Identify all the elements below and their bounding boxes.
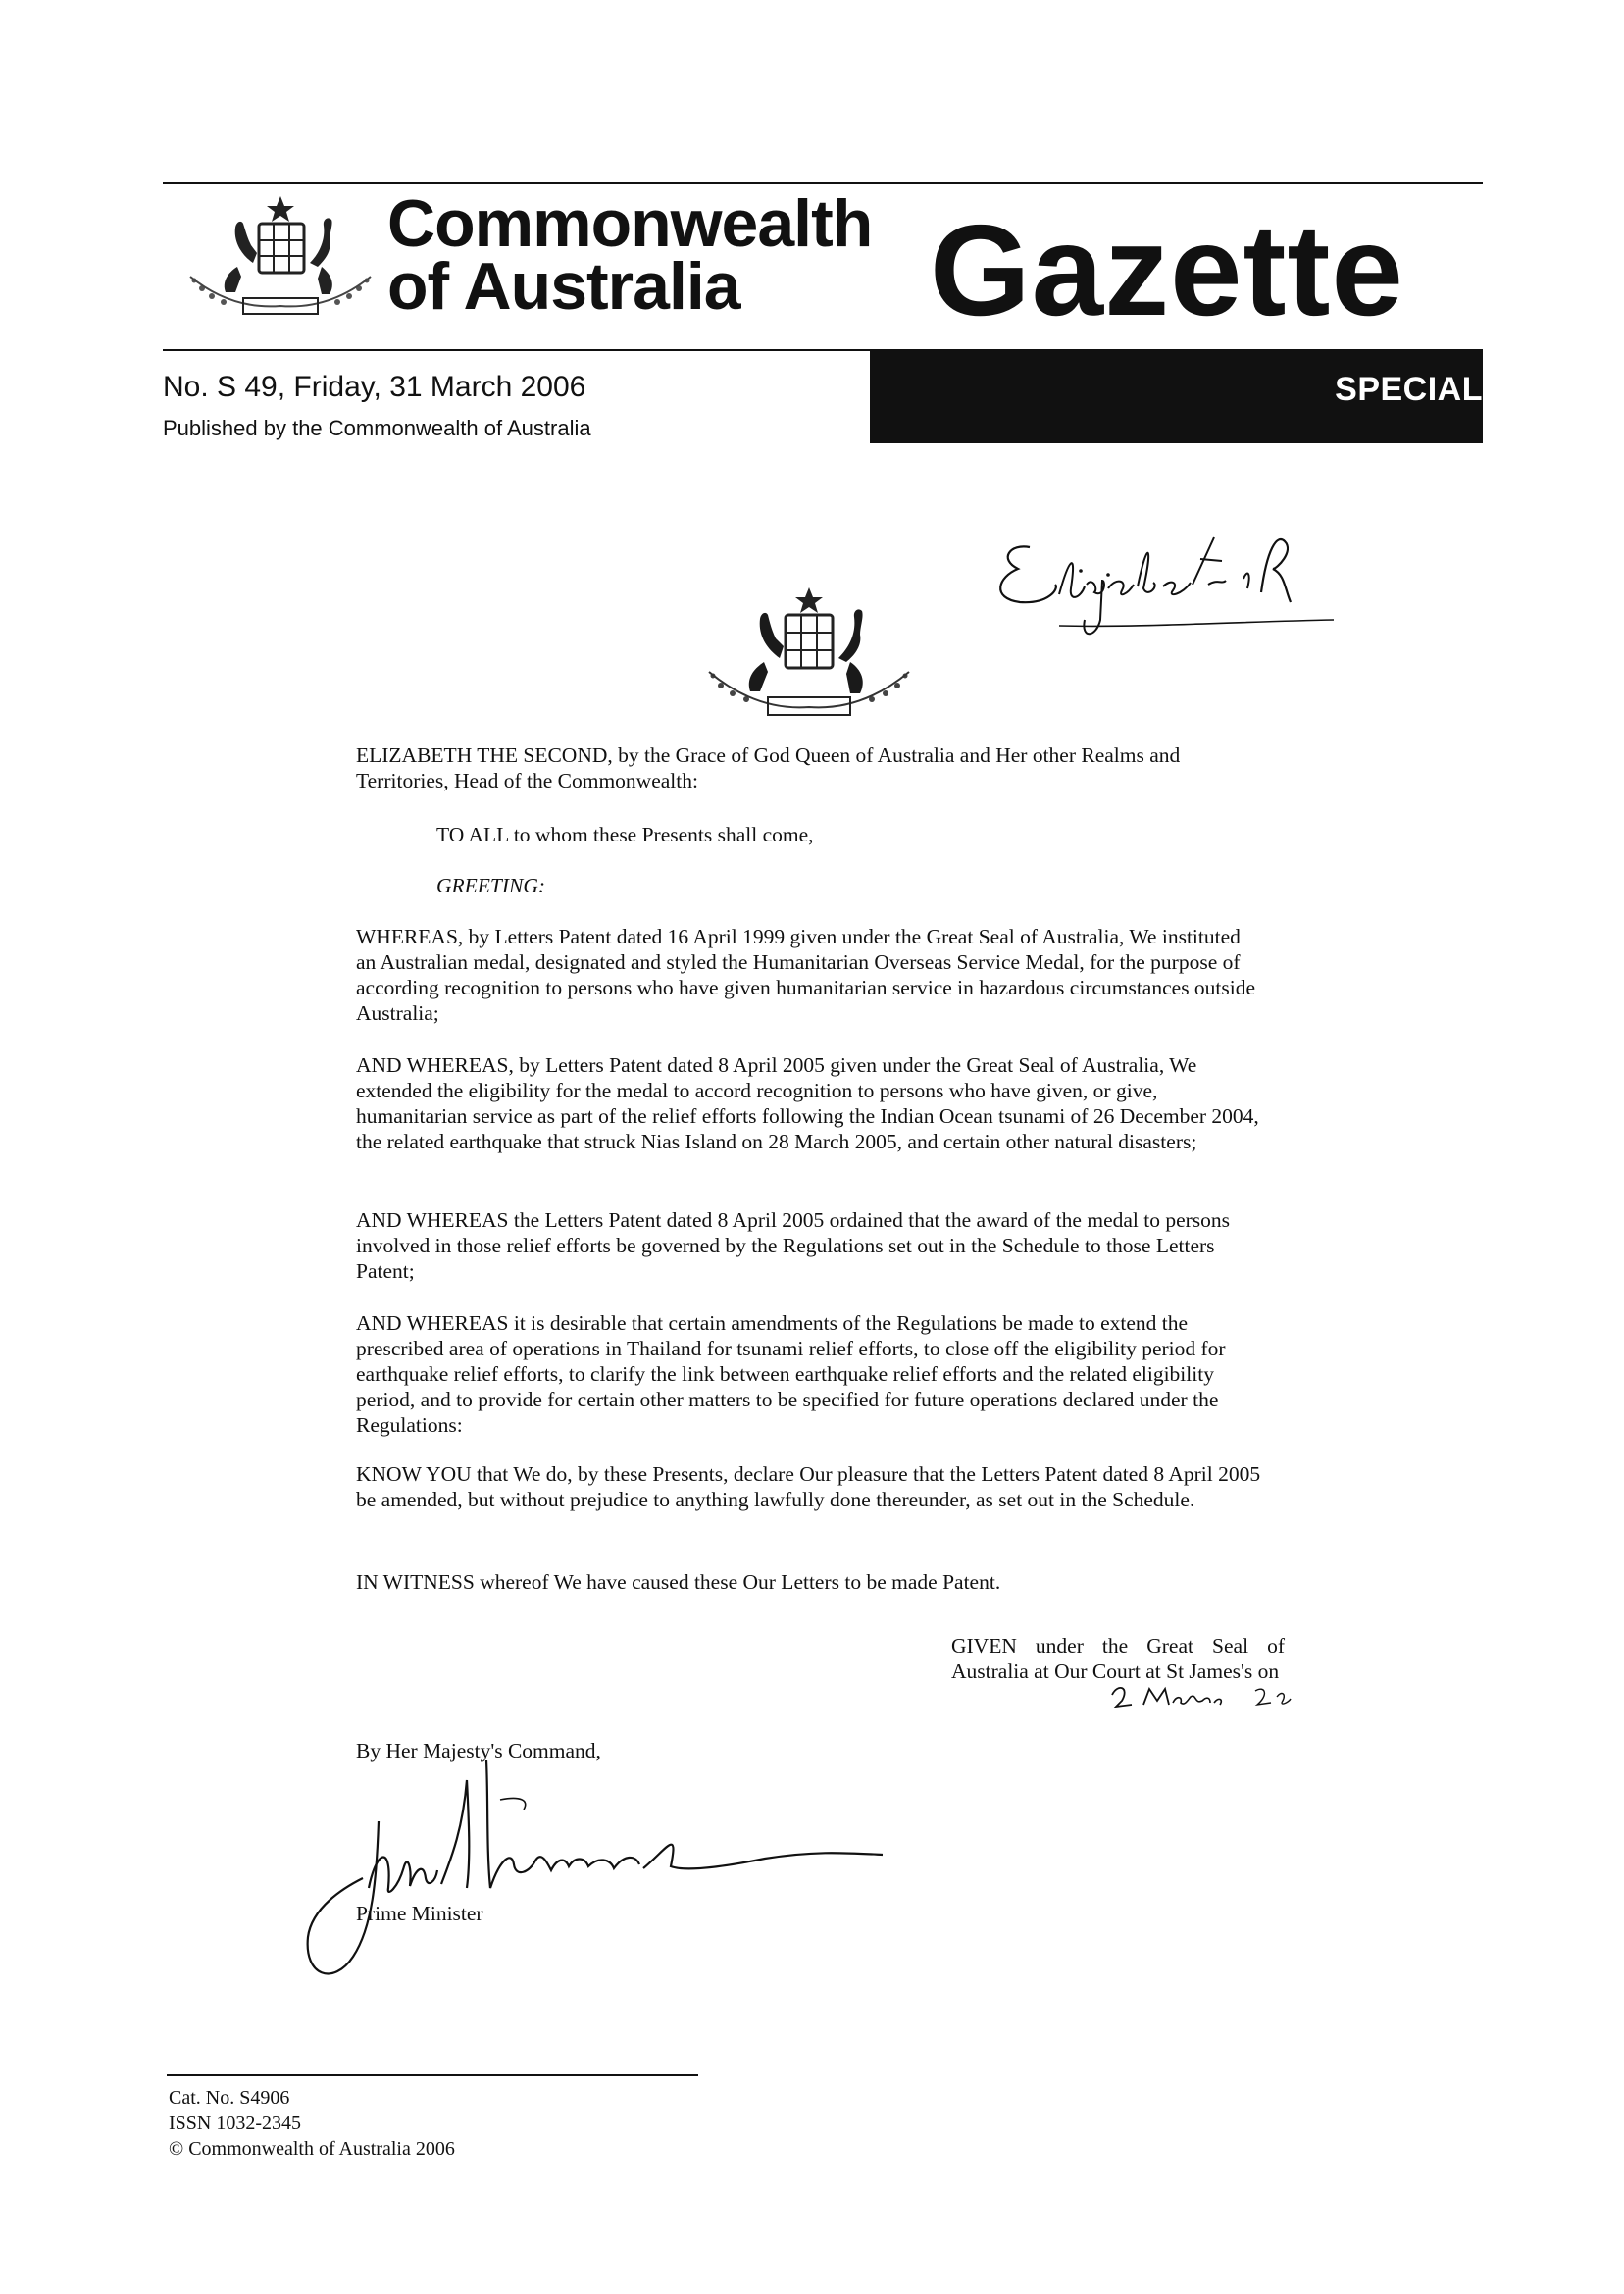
catalogue-number: Cat. No. S4906 xyxy=(169,2087,290,2109)
prime-minister-title: Prime Minister xyxy=(356,1902,483,1925)
gazette-wordmark: Gazette xyxy=(930,198,1404,342)
command-line: By Her Majesty's Command, xyxy=(356,1739,601,1762)
masthead-top-rule xyxy=(163,182,1483,184)
address-line: TO ALL to whom these Presents shall come, xyxy=(436,823,814,846)
prime-minister-signature xyxy=(294,1741,981,1991)
preamble-paragraph: ELIZABETH THE SECOND, by the Grace of God Queen of Australia and Her other Realms and Territories, Head of the Commonwealth: xyxy=(356,743,1181,792)
greeting-line: GREETING: xyxy=(436,874,546,897)
recital-paragraph-2: AND WHEREAS, by Letters Patent dated 8 April 2005 given under the Great Seal of Australia, We extended the eligibility for the medal to accord recognition to persons who have given, or give, humanitarian service as part of the relief efforts following the Indian Ocean tsunami of 26 December 2004, the related earthquake that struck Nias Island on 28 March 2005, and certain other natural disasters; xyxy=(356,1053,1259,1153)
footer-rule xyxy=(167,2074,698,2076)
recital-paragraph-1: WHEREAS, by Letters Patent dated 16 April 1999 given under the Great Seal of Australia, We instituted an Australian medal, designated and styled the Humanitarian Overseas Service Medal, for the purpose of according recognition to persons who have given humanitarian service in hazardous circumstances outside Australia; xyxy=(356,925,1256,1025)
royal-signature xyxy=(990,530,1339,687)
given-under-seal: GIVEN under the Great Seal of Australia at Our Court at St James's on xyxy=(951,1634,1285,1683)
handwritten-date xyxy=(1108,1679,1304,1712)
issue-line: No. S 49, Friday, 31 March 2006 xyxy=(163,371,586,403)
copyright-notice: © Commonwealth of Australia 2006 xyxy=(169,2138,455,2160)
masthead-title-line1: Commonwealth xyxy=(387,186,873,261)
special-badge: SPECIAL xyxy=(1335,371,1483,408)
masthead-title-line2: of Australia xyxy=(387,249,740,324)
issn: ISSN 1032-2345 xyxy=(169,2113,302,2134)
masthead-title xyxy=(387,186,873,324)
witness-paragraph: IN WITNESS whereof We have caused these Our Letters to be made Patent. xyxy=(356,1570,1001,1594)
australian-coat-of-arms-icon xyxy=(182,194,379,322)
operative-paragraph: KNOW YOU that We do, by these Presents, declare Our pleasure that the Letters Patent dated 8 April 2005 be amended, but without prejudice to anything lawfully done thereunder, as set out in the Schedule. xyxy=(356,1462,1261,1511)
recital-paragraph-3: AND WHEREAS the Letters Patent dated 8 April 2005 ordained that the award of the medal to persons involved in those relief efforts be governed by the Regulations set out in the Schedule to those Letters Patent; xyxy=(356,1208,1231,1283)
coat-of-arms-icon xyxy=(703,584,915,726)
publisher-line: Published by the Commonwealth of Australia xyxy=(163,416,591,440)
recital-paragraph-4: AND WHEREAS it is desirable that certain amendments of the Regulations be made to extend the prescribed area of operations in Thailand for tsunami relief efforts, to close off the eligibility period for earthquake relief efforts, to clarify the link between earthquake relief efforts and the related eligibility period, and to provide for certain other matters to be specified for future operations declared under the Regulations: xyxy=(356,1311,1226,1437)
